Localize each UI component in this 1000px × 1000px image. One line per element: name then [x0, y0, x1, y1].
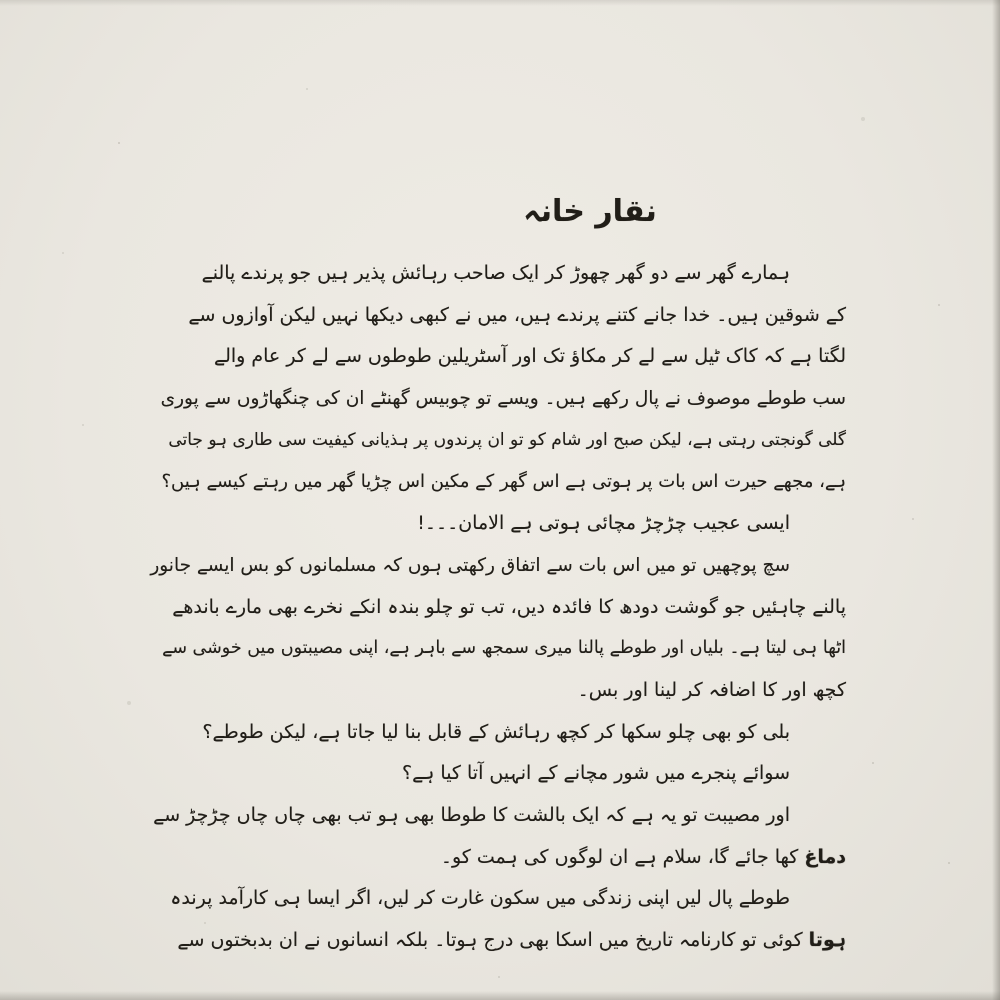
scan-speckles — [0, 0, 2, 2]
body-line: کے شوقین ہیں۔ خدا جانے کتنے پرندے ہیں، میں نے کبھی دیکھا نہیں لیکن آوازوں سے — [188, 303, 846, 326]
body-line: لگتا ہے کہ کاک ٹیل سے لے کر مکاؤ تک اور آسٹریلین طوطوں سے لے کر عام والے — [213, 345, 846, 368]
body-line: سوائے پنجرے میں شور مچانے کے انہیں آتا کیا ہے؟ — [402, 762, 790, 785]
emphasized-word: ہوتا — [808, 929, 846, 951]
body-line: پالنے چاہئیں جو گوشت دودھ کا فائدہ دیں، تب تو چلو بندہ انکے نخرے بھی مارے باندھے — [172, 595, 846, 618]
body-line: کچھ اور کا اضافہ کر لینا اور بس۔ — [577, 678, 846, 701]
body-line: اور مصیبت تو یہ ہے کہ ایک بالشت کا طوطا بھی ہو تب بھی چاں چاں چڑچڑ سے — [153, 803, 790, 826]
body-line: اٹھا ہی لیتا ہے۔ بلیاں اور طوطے پالنا میری سمجھ سے باہر ہے، اپنی مصیبتوں میں خوشی سے — [162, 638, 846, 659]
body-line: گلی گونجتی رہتی ہے، لیکن صبح اور شام کو تو ان پرندوں پر ہذیانی کیفیت سی طاری ہو جاتی — [168, 429, 846, 450]
page-title: نقار خانہ — [523, 194, 657, 229]
emphasized-word: دماغ — [804, 845, 846, 868]
body-line: سچ پوچھیں تو میں اس بات سے اتفاق رکھتی ہوں کہ مسلمانوں کو بس ایسے جانور — [150, 554, 790, 576]
body-line: طوطے پال لیں اپنی زندگی میں سکون غارت کر لیں، اگر ایسا ہی کارآمد پرندہ — [170, 887, 790, 910]
body-line — [150, 837, 846, 879]
body-line: ہے، مجھے حیرت اس بات پر ہوتی ہے اس گھر کے مکین اس چڑیا گھر میں رہتے کیسے ہیں؟ — [161, 471, 846, 493]
body-line-text: کھا جائے گا، سلام ہے ان لوگوں کی ہمت کو۔ — [440, 845, 805, 868]
body-line: ایسی عجیب چڑچڑ مچائی ہوتی ہے الامان۔۔۔! — [417, 512, 790, 535]
body-line: سب طوطے موصوف نے پال رکھے ہیں۔ ویسے تو چوبیس گھنٹے ان کی چنگھاڑوں سے پوری — [160, 388, 846, 410]
body-line: ہمارے گھر سے دو گھر چھوڑ کر ایک صاحب رہائش پذیر ہیں جو پرندے پالنے — [201, 262, 790, 284]
body-line: بلی کو بھی چلو سکھا کر کچھ رہائش کے قابل بنا لیا جاتا ہے، لیکن طوطے؟ — [202, 720, 790, 743]
body-line-text: کوئی تو کارنامہ تاریخ میں اسکا بھی درج ہوتا۔ بلکہ انسانوں نے ان بدبختوں سے — [177, 929, 809, 951]
body-line — [150, 920, 846, 962]
body-text-block — [150, 253, 846, 962]
